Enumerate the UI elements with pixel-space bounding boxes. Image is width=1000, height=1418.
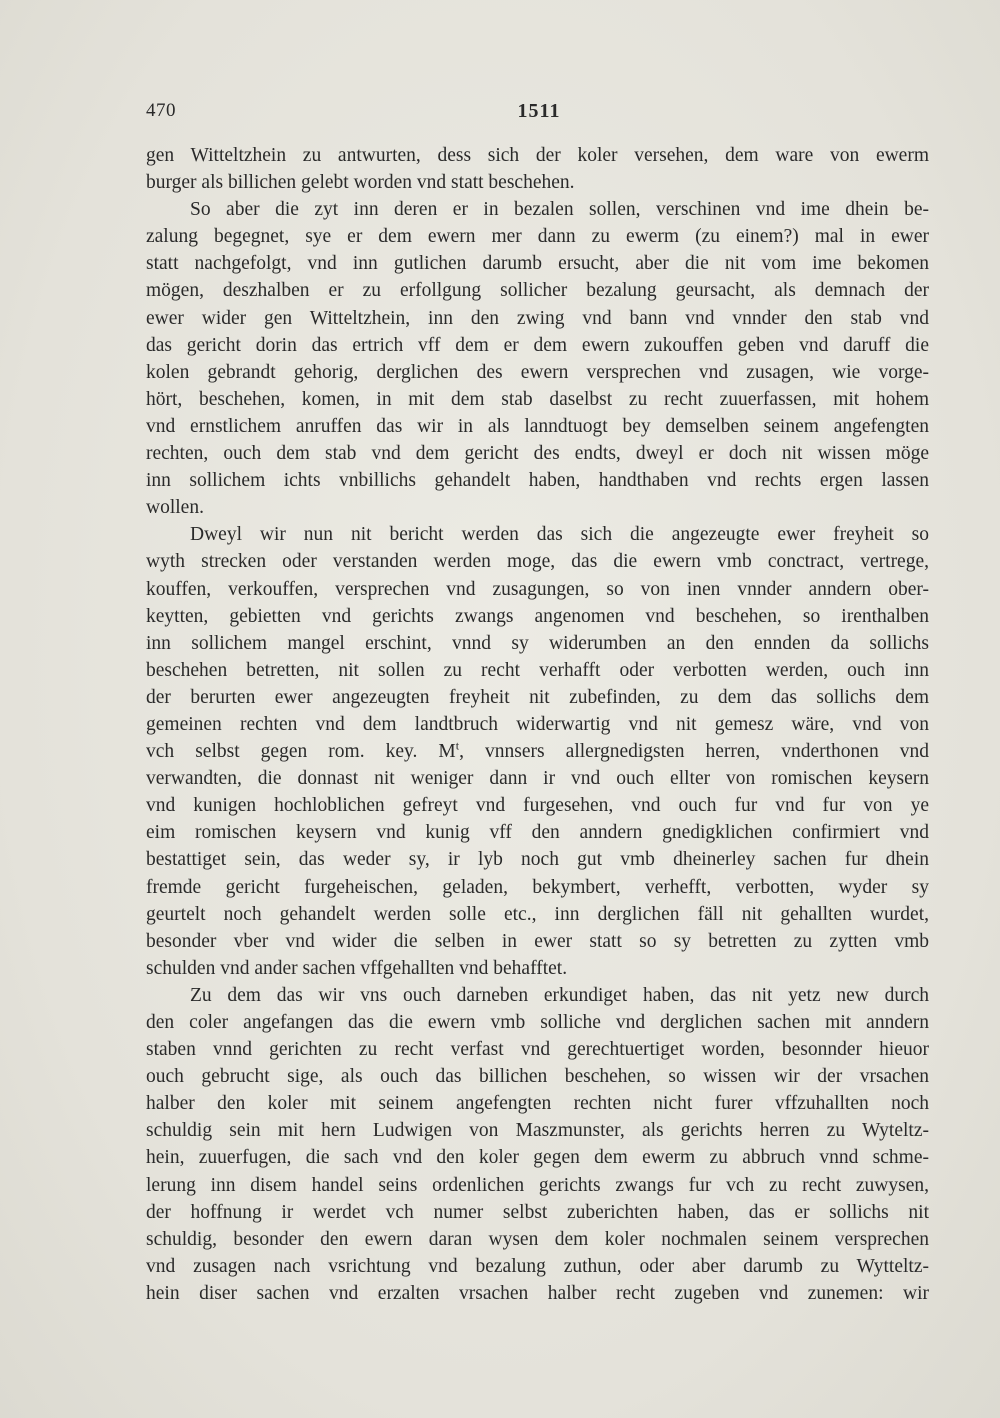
text-line: der berurten ewer angezeugten freyheit nit zubefinden, zu dem das sollichs dem [146, 686, 929, 708]
text-line: verwandten, die donnast nit weniger dann ir vnd ouch ellter von romischen keysern [146, 768, 929, 790]
text-line: Dweyl wir nun nit bericht werden das sich die angezeugte ewer freyheit so [190, 524, 929, 546]
text-line-end: , vnnsers allergnedigsten herren, vnderthonen vnd [459, 741, 929, 763]
text-line: staben vnnd gerichten zu recht verfast vnd gerechtuertiget worden, besonnder hieuor [146, 1039, 929, 1061]
text-line: vnd ernstlichem anruffen das wir in als lanndtuogt bey demselben seinem angefengten [146, 415, 929, 437]
text-line [146, 738, 929, 765]
text-line: besonder vber vnd wider die selben in ewer statt so sy betretten zu zytten vmb [146, 930, 929, 952]
text-line: wollen. [146, 497, 204, 519]
text-line: hört, beschehen, komen, in mit dem stab daselbst zu recht zuuerfassen, mit hohem [146, 388, 929, 410]
text-line: inn sollichem mangel erschint, vnnd sy widerumben an den ennden da sollichs [146, 632, 929, 654]
text-line: das gericht dorin das ertrich vff dem er dem ewern zukouffen geben vnd daruff die [146, 334, 929, 356]
text-line: den coler angefangen das die ewern vmb solliche vnd derglichen sachen mit anndern [146, 1012, 929, 1033]
text-line: geurtelt noch gehandelt werden solle etc., inn derglichen fäll nit gehallten wurdet, [146, 903, 929, 925]
text-line: keytten, gebietten vnd gerichts zwangs angenomen vnd beschehen, so irenthalben [146, 605, 929, 627]
superscript: t [455, 738, 460, 753]
text-line: schuldig sein mit hern Ludwigen von Maszmunster, als gerichts herren zu Wyteltz- [146, 1120, 929, 1142]
text-line: So aber die zyt inn deren er in bezalen sollen, verschinen vnd ime dhein be- [190, 199, 929, 221]
text-line-start: vch selbst gegen rom. key. M [146, 741, 456, 763]
text-line: vnd kunigen hochloblichen gefreyt vnd furgesehen, vnd ouch fur vnd fur von ye [146, 795, 929, 817]
text-line: wyth strecken oder verstanden werden moge, das die ewern vmb conctract, vertrege, [146, 551, 929, 573]
text-line: rechten, ouch dem stab vnd dem gericht des endts, dweyl er doch nit wissen möge [146, 443, 929, 465]
text-line: beschehen betretten, nit sollen zu recht verhafft oder verbotten werden, ouch inn [146, 659, 929, 681]
text-line: burger als billichen gelebt worden vnd statt beschehen. [146, 172, 575, 194]
text-line: kolen gebrandt gehorig, derglichen des ewern versprechen vnd zusagen, wie vorge- [146, 361, 929, 383]
text-line: bestattiget sein, das weder sy, ir lyb noch gut vmb dheinerley sachen fur dhein [146, 849, 929, 871]
text-line: mögen, deszhalben er zu erfollgung sollicher bezalung geursacht, als demnach der [146, 280, 929, 302]
text-line: statt nachgefolgt, vnd inn gutlichen darumb ersucht, aber die nit vom ime bekomen [146, 253, 929, 275]
text-line: fremde gericht furgeheischen, geladen, bekymbert, verhefft, verbotten, wyder sy [146, 876, 929, 898]
page-number: 470 [146, 100, 176, 121]
text-line: hein, zuuerfugen, die sach vnd den koler gegen dem ewerm zu abbruch vnnd schme- [146, 1147, 929, 1169]
text-line: Zu dem das wir vns ouch darneben erkundiget haben, das nit yetz new durch [190, 984, 929, 1006]
text-line: eim romischen keysern vnd kunig vff den anndern gnedigklichen confirmiert vnd [146, 822, 929, 844]
text-line: der hoffnung ir werdet vch numer selbst zuberichten haben, das er sollichs nit [146, 1201, 929, 1223]
text-line: halber den koler mit seinem angefengten rechten nicht furer vffzuhallten noch [146, 1093, 929, 1115]
text-line: inn sollichem ichts vnbillichs gehandelt haben, handthaben vnd rechts ergen lassen [146, 470, 929, 492]
text-line: hein diser sachen vnd erzalten vrsachen halber recht zugeben vnd zunemen: wir [146, 1282, 929, 1304]
year-heading: 1511 [517, 100, 561, 122]
text-line: zalung begegnet, sye er dem ewern mer dann zu ewerm (zu einem?) mal in ewer [146, 226, 929, 248]
text-line: lerung inn disem handel seins ordenlichen gerichts zwangs fur vch zu recht zuwysen, [146, 1174, 929, 1196]
text-line: schuldig, besonder den ewern daran wysen dem koler nochmalen seinem versprechen [146, 1228, 929, 1250]
text-line: gen Witteltzhein zu antwurten, dess sich der koler versehen, dem ware von ewerm [146, 145, 929, 166]
body-text [146, 142, 929, 1307]
text-line: ouch gebrucht sige, als ouch das billichen beschehen, so wissen wir der vrsachen [146, 1066, 929, 1088]
text-line: gemeinen rechten vnd dem landtbruch widerwartig vnd nit gemesz wäre, vnd von [146, 713, 929, 735]
text-line: kouffen, verkouffen, versprechen vnd zusagungen, so von inen vnnder anndern ober- [146, 578, 929, 600]
text-line: ewer wider gen Witteltzhein, inn den zwing vnd bann vnd vnnder den stab vnd [146, 307, 929, 329]
text-line: schulden vnd ander sachen vffgehallten vnd behafftet. [146, 957, 568, 979]
text-line: vnd zusagen nach vsrichtung vnd bezalung zuthun, oder aber darumb zu Wytteltz- [146, 1255, 929, 1277]
